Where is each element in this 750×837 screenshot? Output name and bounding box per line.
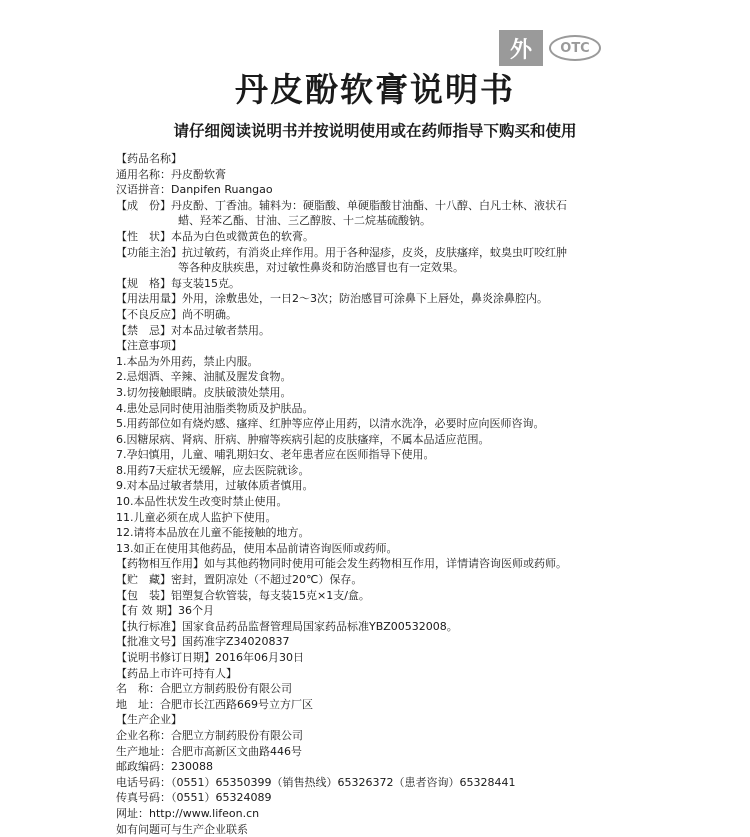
precaution-item: 10.本品性状发生改变时禁止使用。 (116, 495, 288, 509)
packaging: 【包 装】铝塑复合软管装，每支装15克×1支/盒。 (116, 588, 370, 602)
precaution-item: 4.患处忌同时使用油脂类物质及护肤品。 (116, 401, 314, 415)
section-drug-name: 【药品名称】 (116, 152, 182, 165)
otc-badge-group (499, 30, 601, 66)
indications-continued: 等各种皮肤疾患，对过敏性鼻炎和防治感冒也有一定效果。 (178, 261, 464, 275)
company-name: 企业名称：合肥立方制药股份有限公司 (116, 728, 303, 742)
precaution-item: 11.儿童必须在成人监护下使用。 (116, 510, 277, 524)
contact-note: 如有问题可与生产企业联系 (116, 822, 248, 836)
storage: 【贮 藏】密封，置阴凉处（不超过20℃）保存。 (116, 573, 363, 587)
document-subtitle: 请仔细阅读说明书并按说明使用或在药师指导下购买和使用 (173, 122, 577, 140)
precaution-item: 7.孕妇慎用，儿童、哺乳期妇女、老年患者应在医师指导下使用。 (116, 448, 435, 462)
adverse-reactions: 【不良反应】尚不明确。 (116, 307, 237, 321)
leaflet-body (116, 151, 636, 837)
precaution-item: 9.对本品过敏者禁用，过敏体质者慎用。 (116, 479, 314, 493)
section-manufacturer: 【生产企业】 (116, 713, 182, 727)
precaution-item: 5.用药部位如有烧灼感、瘙痒、红肿等应停止用药，以清水洗净，必要时应向医师咨询。 (116, 417, 545, 431)
fax-number: 传真号码：（0551）65324089 (116, 791, 272, 805)
pinyin-name: 汉语拼音：Danpifen Ruangao (116, 183, 273, 197)
standard: 【执行标准】国家食品药品监督管理局国家药品标准YBZ00532008。 (116, 619, 458, 633)
website: 网址：http://www.lifeon.cn (116, 806, 260, 820)
precaution-item: 1.本品为外用药，禁止内服。 (116, 354, 259, 368)
precaution-item: 3.切勿接触眼睛。皮肤破溃处禁用。 (116, 385, 292, 399)
holder-address: 地 址：合肥市长江西路669号立方厂区 (116, 697, 313, 711)
ingredients: 【成 份】丹皮酚、丁香油。辅料为：硬脂酸、单硬脂酸甘油酯、十八醇、白凡士林、液状石 (116, 198, 567, 212)
external-use-badge: 外 (499, 30, 543, 66)
drug-interactions: 【药物相互作用】如与其他药物同时使用可能会发生药物相互作用，详情请咨询医师或药师。 (116, 557, 567, 571)
indications: 【功能主治】抗过敏药，有消炎止痒作用。用于各种湿疹，皮炎，皮肤瘙痒，蚊臭虫叮咬红肿 (116, 245, 567, 259)
generic-name: 通用名称：丹皮酚软膏 (116, 167, 226, 181)
production-address: 生产地址：合肥市高新区文曲路446号 (116, 744, 302, 758)
appearance: 【性 状】本品为白色或微黄色的软膏。 (116, 229, 314, 243)
specification: 【规 格】每支装15克。 (116, 276, 240, 290)
contraindications: 【禁 忌】对本品过敏者禁用。 (116, 323, 270, 337)
ingredients-continued: 蜡、羟苯乙酯、甘油、三乙醇胺、十二烷基硫酸钠。 (178, 214, 431, 228)
otc-badge: OTC (549, 35, 601, 61)
precaution-item: 6.因糖尿病、肾病、肝病、肿瘤等疾病引起的皮肤瘙痒，不属本品适应范围。 (116, 432, 490, 446)
precaution-item: 2.忌烟酒、辛辣、油腻及腥发食物。 (116, 370, 292, 384)
section-license-holder: 【药品上市许可持有人】 (116, 666, 237, 680)
holder-name: 名 称：合肥立方制药股份有限公司 (116, 682, 292, 696)
shelf-life: 【有 效 期】36个月 (116, 604, 214, 618)
precaution-item: 8.用药7天症状无缓解，应去医院就诊。 (116, 463, 310, 477)
precaution-item: 12.请将本品放在儿童不能接触的地方。 (116, 526, 310, 540)
precaution-item: 13.如正在使用其他药品，使用本品前请咨询医师或药师。 (116, 541, 398, 555)
section-precautions: 【注意事项】 (116, 339, 182, 353)
revision-date: 【说明书修订日期】2016年06月30日 (116, 651, 304, 664)
postal-code: 邮政编码：230088 (116, 760, 213, 774)
approval-number: 【批准文号】国药准字Z34020837 (116, 635, 290, 649)
dosage: 【用法用量】外用，涂敷患处，一日2～3次；防治感冒可涂鼻下上唇处，鼻炎涂鼻腔内。 (116, 292, 548, 306)
document-title: 丹皮酚软膏说明书 (235, 70, 515, 109)
phone-numbers: 电话号码：（0551）65350399（销售热线）65326372（患者咨询）65328441 (116, 775, 516, 789)
